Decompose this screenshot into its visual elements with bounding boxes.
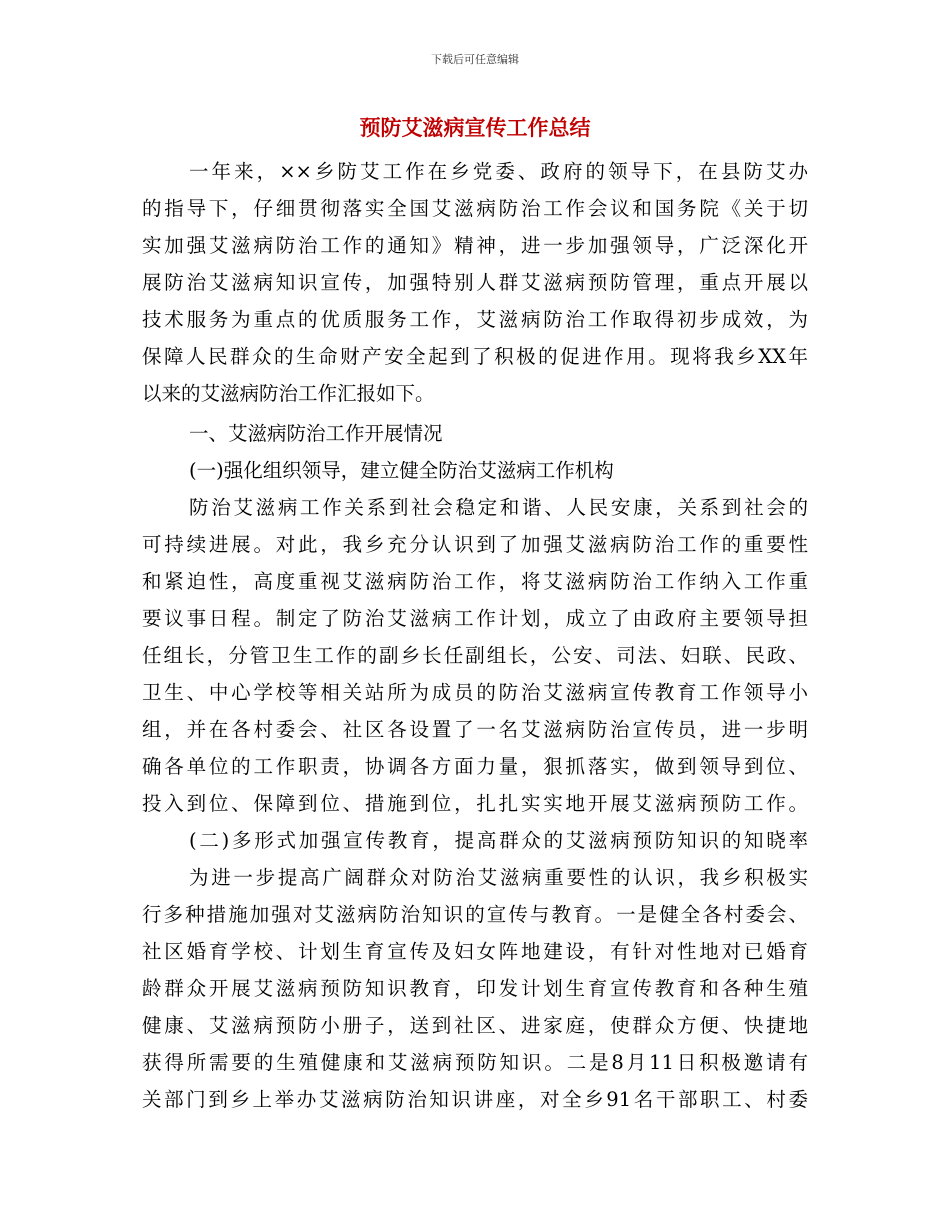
body-line: 投入到位、保障到位、措施到位，扎扎实实地开展艾滋病预防工作。 — [142, 792, 808, 815]
body-line: 任组长，分管卫生工作的副乡长任副组长，公安、司法、妇联、民政、 — [142, 644, 808, 667]
section-heading: 一、艾滋病防治工作开展情况 — [189, 422, 443, 445]
body-line: 社区婚育学校、计划生育宣传及妇女阵地建设，有针对性地对已婚育 — [142, 940, 808, 963]
body-line: 可持续进展。对此，我乡充分认识到了加强艾滋病防治工作的重要性 — [142, 533, 808, 556]
subsection-heading: (二)多形式加强宣传教育，提高群众的艾滋病预防知识的知晓率 — [189, 829, 808, 852]
body-line: 防治艾滋病工作关系到社会稳定和谐、人民安康，关系到社会的 — [189, 496, 808, 519]
body-line: 健康、艾滋病预防小册子，送到社区、进家庭，使群众方便、快捷地 — [142, 1014, 808, 1037]
document-title: 预防艾滋病宣传工作总结 — [359, 115, 591, 140]
body-line: 行多种措施加强对艾滋病防治知识的宣传与教育。一是健全各村委会、 — [142, 903, 808, 926]
body-line: 技术服务为重点的优质服务工作，艾滋病防治工作取得初步成效，为 — [142, 308, 808, 331]
body-line: 以来的艾滋病防治工作汇报如下。 — [142, 382, 435, 405]
body-line: 确各单位的工作职责，协调各方面力量，狠抓落实，做到领导到位、 — [142, 755, 808, 778]
subsection-heading: (一)强化组织领导，建立健全防治艾滋病工作机构 — [189, 459, 614, 482]
body-line: 龄群众开展艾滋病预防知识教育，印发计划生育宣传教育和各种生殖 — [142, 977, 808, 1000]
body-line: 实加强艾滋病防治工作的通知》精神，进一步加强领导，广泛深化开 — [142, 234, 808, 257]
body-line: 的指导下，仔细贯彻落实全国艾滋病防治工作会议和国务院《关于切 — [142, 197, 808, 220]
body-line: 组，并在各村委会、社区各设置了一名艾滋病防治宣传员，进一步明 — [142, 718, 808, 741]
body-line: 获得所需要的生殖健康和艾滋病预防知识。二是8月11日积极邀请有 — [142, 1051, 808, 1074]
body-line: 保障人民群众的生命财产安全起到了积极的促进作用。现将我乡XX年 — [142, 345, 808, 368]
body-line: 展防治艾滋病知识宣传，加强特别人群艾滋病预防管理，重点开展以 — [142, 271, 808, 294]
body-line: 和紧迫性，高度重视艾滋病防治工作，将艾滋病防治工作纳入工作重 — [142, 570, 808, 593]
page-header-note: 下载后可任意编辑 — [431, 53, 519, 66]
body-line: 为进一步提高广阔群众对防治艾滋病重要性的认识，我乡积极实 — [189, 866, 808, 889]
body-line: 关部门到乡上举办艾滋病防治知识讲座，对全乡91名干部职工、村委 — [142, 1088, 808, 1111]
body-line: 一年来，××乡防艾工作在乡党委、政府的领导下，在县防艾办 — [189, 160, 808, 183]
body-line: 要议事日程。制定了防治艾滋病工作计划，成立了由政府主要领导担 — [142, 607, 808, 630]
body-line: 卫生、中心学校等相关站所为成员的防治艾滋病宣传教育工作领导小 — [142, 681, 808, 704]
